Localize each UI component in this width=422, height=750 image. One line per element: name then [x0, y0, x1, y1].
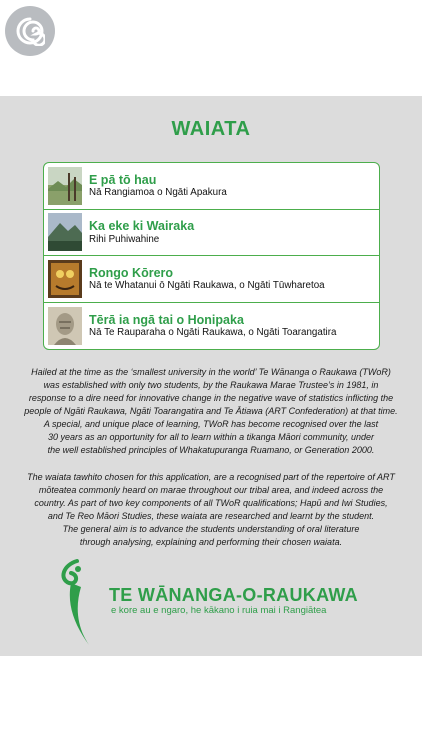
waiata-author: Nā Te Rauparaha o Ngāti Raukawa, o Ngāti Toarangatira: [89, 327, 337, 339]
waiata-item-2[interactable]: [44, 210, 379, 257]
waiata-author: Nā Rangiamoa o Ngāti Apakura: [89, 187, 227, 199]
waiata-author: Rihi Puhiwahine: [89, 233, 160, 245]
institution-name: TE WĀNANGA-O-RAUKAWA: [109, 585, 358, 605]
waiata-item-1[interactable]: [44, 163, 379, 210]
koru-logo-icon: [47, 557, 103, 649]
waiata-list: [43, 162, 380, 350]
intro-line: 30 years as an opportunity for all to learn within a tikanga Māori community, under: [48, 432, 374, 442]
landscape-thumbnail: [48, 167, 82, 205]
intro-line: the well established principles of Whakatupuranga Ruamano, or Generation 2000.: [47, 445, 375, 455]
intro-line: Hailed at the time as the ‘smallest university in the world’ Te Wānanga o Raukawa (TWoR): [31, 367, 391, 377]
footer-logo: [47, 555, 387, 655]
portrait-thumbnail: [48, 307, 82, 345]
waiata-title: Rongo Kōrero: [89, 265, 174, 280]
mountain-thumbnail: [48, 213, 82, 251]
about-line: country. As part of two key components of all TWoR qualifications; Hapū and Iwi Studies,: [34, 498, 388, 508]
waiata-title: Ka eke ki Wairaka: [89, 219, 195, 234]
intro-line: A special, and unique place of learning, TWoR has become recognised over the last: [43, 419, 379, 429]
about-line: and Te Reo Māori Studies, these waiata are researched and learnt by the student.: [47, 511, 375, 521]
about-line: through analysing, explaining and performing their chosen waiata.: [79, 537, 343, 547]
intro-line: people of Ngāti Raukawa, Ngāti Toarangatira and Te Ātiawa (ART Confederation) at that time.: [24, 406, 398, 416]
waiata-item-3[interactable]: [44, 256, 379, 303]
intro-line: was established with only two students, by the Raukawa Marae Trustee’s in 1981, in: [43, 380, 379, 390]
about-line: The waiata tawhito chosen for this application, are a recognised part of the repertoire of ART: [27, 472, 395, 482]
koru-spiral-icon[interactable]: [5, 6, 55, 56]
about-line: The general aim is to advance the students understanding of oral literature: [62, 524, 360, 534]
page-title: WAIATA: [171, 118, 251, 140]
waiata-item-4[interactable]: [44, 303, 379, 350]
waiata-author: Nā te Whatanui ō Ngāti Raukawa, o Ngāti Tūwharetoa: [89, 280, 325, 292]
intro-paragraph: [0, 366, 422, 457]
intro-line: response to a dire need for innovative change in the negative wave of statistics inflicting the: [28, 393, 394, 403]
about-paragraph: [0, 471, 422, 549]
waiata-title: Tērā ia ngā tai o Honipaka: [89, 312, 244, 327]
waiata-title: E pā tō hau: [89, 172, 157, 187]
institution-tagline: e kore au e ngaro, he kākano i ruia mai i Rangiātea: [111, 605, 327, 616]
about-line: mōteatea commonly heard on marae throughout our tribal area, and indeed across the: [38, 485, 384, 495]
carving-thumbnail: [48, 260, 82, 298]
